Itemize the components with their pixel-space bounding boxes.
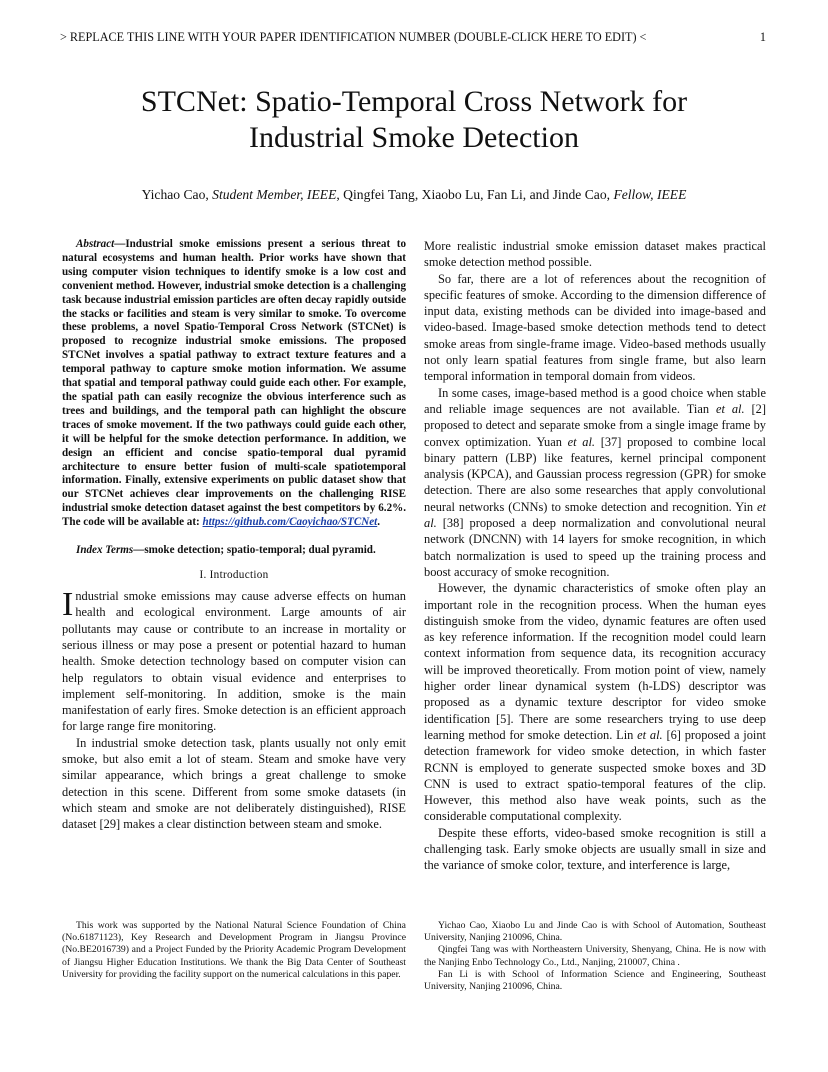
et-al: et al.: [424, 499, 766, 531]
left-column: [62, 238, 406, 832]
et-al: et al.: [715, 401, 745, 416]
right-paragraph-0: More realistic industrial smoke emission dataset makes practical smoke detection method possible.: [424, 239, 766, 270]
author-1-role: Student Member, IEEE: [212, 187, 337, 202]
author-last-role: Fellow, IEEE: [613, 187, 687, 202]
title-line-2: Industrial Smoke Detection: [249, 121, 579, 154]
affiliation-2: Qingfei Tang was with Northeastern University, Shenyang, China. He is now with the Nanjing Enbo Technology Co., Ltd., Nanjing, 210007, China .: [424, 944, 766, 968]
intro-paragraph-1-text: ndustrial smoke emissions may cause adverse effects on human health and ecological environment. Large amounts of air pollutants may cause or contribute to an increase in mortality or serious illness or may pose a present or potential hazard to human health. Smoke detection technology based on computer vision can help regulators to obtain visual evidence and enterprises to implement self-monitoring. In addition, smoke is the main manifestation of early fires. Smoke detection is an efficient approach for large range fire monitoring.: [62, 589, 406, 734]
section-heading-introduction: I. Introduction: [199, 569, 269, 582]
intro-paragraph-2: In industrial smoke detection task, plants usually not only emit smoke, but also emit a lot of steam. Steam and smoke have very similar appearance, which brings a great challenge to smoke detection in this scene. Different from some smoke datasets (in which steam and smoke are not deliberately distinguished), RISE dataset [29] makes a clear distinction between steam and smoke.: [62, 735, 406, 832]
right-column: [424, 238, 766, 874]
text-span: [37] proposed to combine local binary pattern (LBP) like features, kernel principal component analysis (KPCA), and Gaussian process regression (GPR) for smoke detection. There are also some researches that apply convolutional neural networks (CNNs) to smoke detection and recognition. Yin: [424, 434, 766, 514]
et-al: et al.: [637, 727, 663, 742]
page-number: 1: [759, 30, 766, 44]
paper-title: [0, 84, 828, 156]
text-span: [38] proposed a deep normalization and convolutional neural network (DNCNN) with 14 layers for smoke recognition, in which batch normalization is used to speed up the training process and boost accuracy of smoke recognition.: [424, 516, 766, 579]
index-terms-text: —smoke detection; spatio-temporal; dual pyramid.: [133, 544, 376, 557]
page-header: [60, 30, 770, 45]
right-paragraph-3: [424, 580, 766, 824]
abstract-text: —Industrial smoke emissions present a serious threat to natural ecosystems and human health. Prior works have shown that using computer vision techniques to identify smoke is a low cost and convenient method. However, industrial smoke detection is a challenging task because industrial emission particles are often decay rapidly outside the stacks or facilities and steam is very similar to smoke. To overcome these problems, a novel Spatio-Temporal Cross Network (STCNet) is proposed to recognize industrial smoke emissions. The proposed STCNet involves a spatial pathway to extract texture features and a temporal pathway to capture smoke motion information. We assume that spatial and temporal pathway could guide each other. For example, the spatial path can easily recognize the obvious interference such as trees and buildings, and the temporal path can highlight the obscure traces of smoke movement. If the two pathways could guide each other, it will be helpful for the smoke detection performance. In addition, we design an efficient and concise spatio-temporal dual pyramid architecture to ensure better fusion of multi-scale spatiotemporal information. Finally, extensive experiments on public dataset show that our STCNet achieves clear improvements on the challenging RISE industrial smoke detection dataset against the best competitors by 6.2%. The code will be available at:: [62, 238, 407, 529]
text-span: However, the dynamic characteristics of smoke often play an important role in the recognition process. When the human eyes distinguish smoke from the video, dynamic features are often used as key reference information. If the recognition model could learn context information from sequence data, its recognition accuracy will be improved theoretically. From motion point of view, namely higher order linear dynamical system (h-LDS) descriptor was proposed as a dynamic texture descriptor for video smoke identification [5]. There are some researchers trying to use deep learning method for smoke detection. Lin: [424, 581, 766, 742]
author-line: [0, 187, 828, 203]
affiliation-1: Yichao Cao, Xiaobo Lu and Jinde Cao is with School of Automation, Southeast University, Nanjing 210096, China.: [424, 920, 766, 944]
text-span: [2] proposed to detect and separate smoke from a single image frame by convex optimization. Yuan: [424, 401, 767, 449]
abstract-label: Abstract: [76, 238, 115, 250]
abstract: [62, 238, 406, 530]
text-span: In some cases, image-based method is a good choice when stable and reliable image sequences are not available. Tian: [424, 385, 766, 416]
footnote-left: [62, 920, 406, 981]
right-paragraph-2: [424, 385, 766, 581]
intro-paragraph-1: [62, 588, 406, 735]
index-terms-label: Index Terms: [76, 544, 134, 557]
abstract-end: .: [377, 516, 381, 529]
footnote-right: [424, 920, 766, 993]
title-line-1: STCNet: Spatio-Temporal Cross Network for: [140, 85, 688, 118]
right-paragraph-4: Despite these efforts, video-based smoke recognition is still a challenging task. Early smoke objects are usually small in size and the variance of smoke color, texture, and interference is large,: [424, 825, 766, 873]
funding-note: This work was supported by the National Natural Science Foundation of China (No.61871123), Key Research and Development Program in Jiangsu Province (No.BE2016739) and a Project Funded by the Priority Academic Program Development of Jiangsu Higher Education Institutions. We thank the Big Data Center of Southeast University for providing the facility support on the numerical calculations in this paper.: [62, 920, 406, 980]
et-al: et al.: [567, 434, 596, 449]
code-link[interactable]: https://github.com/Caoyichao/STCNet: [202, 516, 378, 529]
authors-middle: , Qingfei Tang, Xiaobo Lu, Fan Li, and Jinde Cao,: [336, 187, 611, 202]
text-span: [6] proposed a joint detection framework for video smoke detection, in which faster RCNN is employed to generate suspected smoke boxes and 3D CNN is used to extract spatio-temporal features of the clip. However, this method also have weak points, such as the considerable computational complexity.: [424, 727, 766, 824]
drop-cap: I: [62, 586, 74, 624]
index-terms: [62, 544, 406, 556]
header-text: > REPLACE THIS LINE WITH YOUR PAPER IDENTIFICATION NUMBER (DOUBLE-CLICK HERE TO EDIT) <: [60, 30, 647, 44]
affiliation-3: Fan Li is with School of Information Science and Engineering, Southeast University, Nanjing 210096, China.: [424, 968, 766, 993]
author-1: Yichao Cao,: [141, 187, 209, 202]
right-paragraph-1: So far, there are a lot of references about the recognition of specific features of smoke. According to the dimension difference of input data, existing methods can be divided into image-based and video-based. Image-based smoke detection methods tend to detect smoke areas from single-frame image. Video-based methods usually not only learn spatial features from single frame, but also learn temporal information in temporal domain from videos.: [424, 271, 766, 384]
